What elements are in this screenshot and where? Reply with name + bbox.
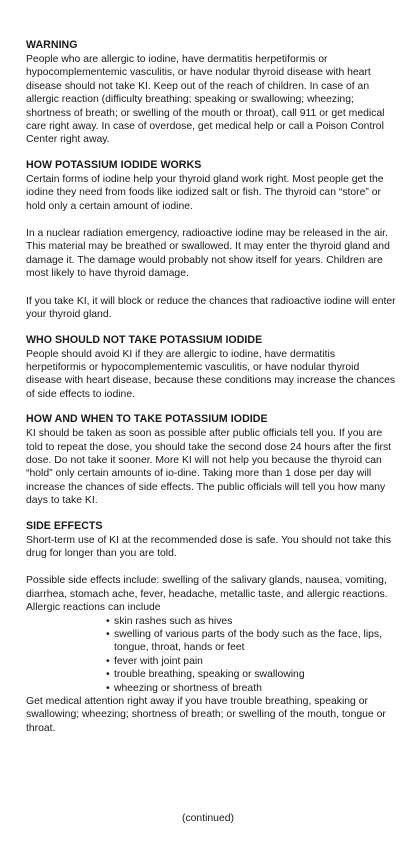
who-not-heading: WHO SHOULD NOT TAKE POTASSIUM IODIDE [26,333,263,346]
how-works-paragraph-1: Certain forms of iodine help your thyroid gland work right. Most people get the iodine they need from foods like iodized salt or fish. The thyroid can “store” or hold only a certain amount of iodine. [26,173,384,212]
list-item: • wheezing or shortness of breath [106,682,396,695]
list-item: • swelling of various parts of the body such as the face, lips, tongue, throat, hands or feet [106,628,396,655]
side-effects-paragraph-2: Possible side effects include: swelling of the salivary glands, nausea, vomiting, diarrhea, stomach ache, fever, headache, metallic taste, and allergic reactions. Allergic reactions can include [26,575,388,614]
list-item: • skin rashes such as hives [106,615,396,628]
how-works-paragraph-2: In a nuclear radiation emergency, radioactive iodine may be released in the air. This material may be breathed or swallowed. It may enter the thyroid gland and damage it. The damage would probably not show itself for years. Children are most likely to have thyroid damage. [26,228,390,280]
how-works-section [26,158,396,322]
warning-section [26,38,396,147]
allergic-reactions-list [26,615,396,695]
list-item: • trouble breathing, speaking or swallowing [106,668,396,681]
who-not-section [26,333,396,402]
how-works-heading: HOW POTASSIUM IODIDE WORKS [26,158,202,171]
warning-heading: WARNING [26,39,78,51]
warning-text: People who are allergic to iodine, have dermatitis herpetiformis or hypocomplementemic vasculitis, or have nodular thyroid disease with heart disease should not take KI. Keep out of the reach of children. In case of an allergic reaction (difficulty breathing; speaking or swallowing; wheezing; shortness of breath; or swelling of the mouth or throat), call 911 or get medical care right away. In case of overdose, get medical help or call a Poison Control Center right away. [26,54,385,146]
how-when-heading: HOW AND WHEN TO TAKE POTASSIUM IODIDE [26,413,268,426]
continued-note: (continued) [182,813,234,824]
how-when-section [26,412,396,507]
how-when-text: KI should be taken as soon as possible after public officials tell you. If you are told to repeat the dose, you should take the second dose 24 hours after the first dose. Do not take it sooner. More KI will not help you because the thyroid can “hold” only certain amounts of io-dine. Taking more than 1 dose per day will increase the chances of side effects. The public officials will tell you how many days to take KI. [26,428,392,507]
list-item: • fever with joint pain [106,655,396,668]
leaflet-page [26,38,396,735]
who-not-text: People should avoid KI if they are allergic to iodine, have dermatitis herpetiformis or hypocomplementemic vasculitis, or have nodular thyroid disease with heart disease, because these conditions may increase the chances of side effects to iodine. [26,348,396,400]
side-effects-paragraph-1: Short-term use of KI at the recommended dose is safe. You should not take this drug for longer than you are told. [26,534,392,559]
side-effects-section [26,519,396,736]
side-effects-heading: SIDE EFFECTS [26,519,103,532]
side-effects-paragraph-3: Get medical attention right away if you have trouble breathing, speaking or swallowing; wheezing; shortness of breath; or swelling of the mouth, tongue or throat. [26,696,386,734]
how-works-paragraph-3: If you take KI, it will block or reduce the chances that radioactive iodine will enter your thyroid gland. [26,295,396,321]
